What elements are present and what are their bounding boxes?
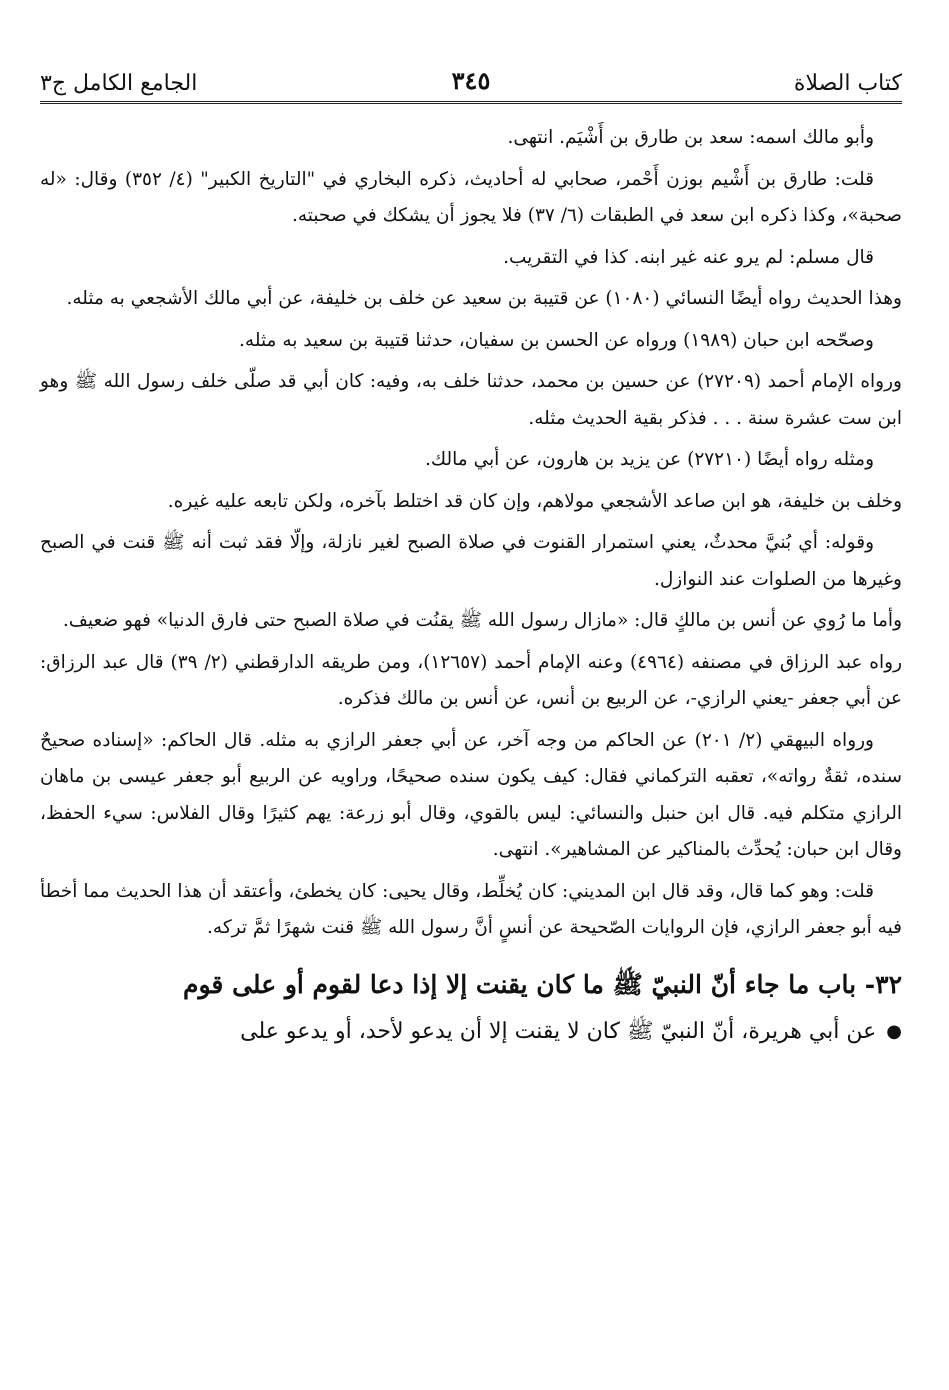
page-body — [40, 120, 902, 1051]
paragraph: رواه عبد الرزاق في مصنفه (٤٩٦٤) وعنه الإمام أحمد (١٢٦٥٧)، ومن طريقه الدارقطني (٢/ ٣٩) قال عبد الرزاق: عن أبي جعفر -يعني الرازي-، عن الربيع بن أنس، عن أنس بن مالك فذكره. — [40, 651, 903, 709]
paragraph: وأبو مالك اسمه: سعد بن طارق بن أَشْيَم. انتهى. — [507, 127, 874, 148]
paragraph: وصحّحه ابن حبان (١٩٨٩) ورواه عن الحسن بن سفيان، حدثنا قتيبة بن سعيد به مثله. — [239, 329, 874, 351]
chapter-heading: ٣٢- باب ما جاء أنّ النبيّ ﷺ ما كان يقنت إلا إذا دعا لقوم أو على قوم — [183, 969, 902, 999]
paragraph: قال مسلم: لم يرو عنه غير ابنه. كذا في التقريب. — [503, 246, 874, 268]
running-header — [40, 60, 902, 104]
paragraph: ورواه الإمام أحمد (٢٧٢٠٩) عن حسين بن محمد، حدثنا خلف به، وفيه: كان أبي قد صلّى خلف رسول الله ﷺ وهو ابن ست عشرة سنة . . . فذكر بقية الحديث مثله. — [40, 371, 902, 429]
paragraph: وخلف بن خليفة، هو ابن صاعد الأشجعي مولاهم، وإن كان قد اختلط بآخره، ولكن تابعه عليه غيره. — [167, 490, 902, 512]
bullet-icon: ● — [886, 1020, 902, 1042]
paragraph: وقوله: أي بُنيَّ محدثٌ، يعني استمرار القنوت في صلاة الصبح لغير نازلة، وإلّا فقد ثبت أنه ﷺ قنت في الصبح وغيرها من الصلوات عند النوازل. — [40, 532, 902, 590]
series-title: الجامع الكامل ج٣ — [40, 71, 198, 96]
book-page — [40, 60, 902, 1370]
hadith-text — [40, 1013, 902, 1051]
paragraph: وهذا الحديث رواه أيضًا النسائي (١٠٨٠) عن قتيبة بن سعيد عن خلف بن خليفة، عن أبي مالك الأشجعي به مثله. — [66, 288, 902, 309]
paragraph: قلت: طارق بن أَشْيم بوزن أَحْمر، صحابي له أحاديث، ذكره البخاري في "التاريخ الكبير" (٤/ ٣٥٢) وقال: «له صحبة»، وكذا ذكره ابن سعد في الطبقات (٦/ ٣٧) فلا يجوز أن يشكك في صحبته. — [40, 168, 902, 226]
paragraph: ومثله رواه أيضًا (٢٧٢١٠) عن يزيد بن هارون، عن أبي مالك. — [425, 449, 874, 470]
hadith-body: عن أبي هريرة، أنّ النبيّ ﷺ كان لا يقنت إلا أن يدعو لأحد، أو يدعو على — [240, 1018, 877, 1044]
paragraph: ورواه البيهقي (٢/ ٢٠١) عن الحاكم من وجه آخر، عن أبي جعفر الرازي به مثله. قال الحاكم: «إسناده صحيحٌ سنده، ثقةٌ رواته»، تعقبه التركماني فقال: كيف يكون سنده صحيحًا، وراويه عن الربيع أبو جعفر عيسى بن ماهان الرازي متكلم فيه. قال ابن حنبل والنسائي: ليس بالقوي، وقال أبو زرعة: يهم كثيرًا وقال الفلاس: سيء الحفظ، وقال ابن حبان: يُحدِّث بالمناكير عن المشاهير». انتهى. — [40, 729, 902, 860]
paragraph: وأما ما رُوي عن أنس بن مالكٍ قال: «مازال رسول الله ﷺ يقنُت في صلاة الصبح حتى فارق الدنيا» فهو ضعيف. — [62, 610, 902, 631]
paragraph: قلت: وهو كما قال، وقد قال ابن المديني: كان يُخلِّط، وقال يحيى: كان يخطئ، وأعتقد أن هذا الحديث مما أخطأ فيه أبو جعفر الرازي، فإن الروايات الصّحيحة عن أنسٍ أنَّ رسول الله ﷺ قنت شهرًا ثمَّ تركه. — [40, 880, 902, 938]
page-number: ٣٤٥ — [451, 66, 491, 95]
book-title: كتاب الصلاة — [793, 71, 902, 96]
